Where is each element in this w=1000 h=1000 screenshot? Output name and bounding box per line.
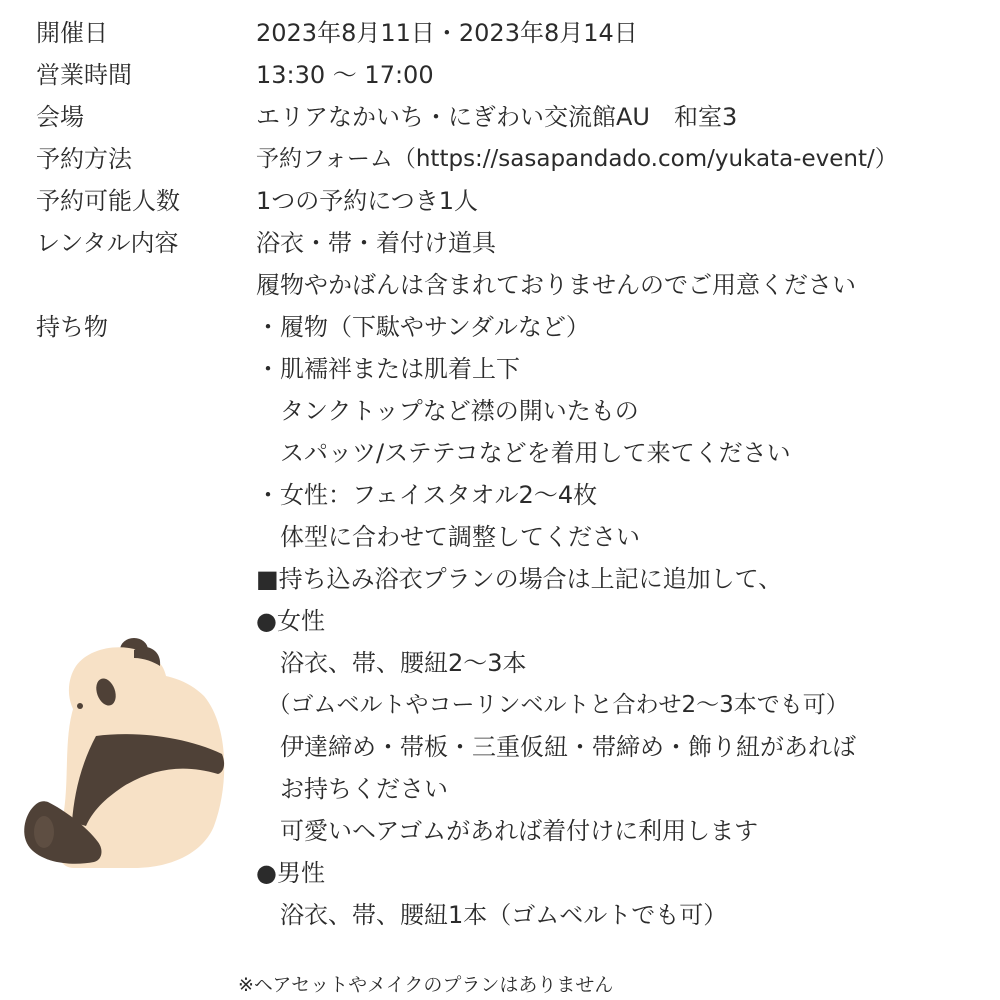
value-venue: エリアなかいち・にぎわい交流館AU 和室3 (256, 103, 738, 131)
label-hours: 営業時間 (36, 61, 132, 89)
list-item: （ゴムベルトやコーリンベルトと合わせ2～3本でも可） (256, 692, 849, 718)
list-item: 可愛いヘアゴムがあれば着付けに利用します (256, 817, 759, 845)
list-item: ・女性：フェイスタオル2～4枚 (256, 481, 598, 509)
list-item: スパッツ/ステテコなどを着用して来てください (256, 439, 791, 467)
value-capacity: 1つの予約につき1人 (256, 187, 479, 215)
list-item: ■持ち込み浴衣プランの場合は上記に追加して、 (256, 565, 783, 593)
list-item: 浴衣、帯、腰紐2～3本 (256, 649, 527, 677)
list-item: タンクトップなど襟の開いたもの (256, 397, 639, 425)
list-item: 伊達締め・帯板・三重仮紐・帯締め・飾り紐があれば (256, 733, 856, 761)
value-hours: 13:30 ～ 17:00 (256, 61, 434, 89)
label-capacity: 予約可能人数 (36, 187, 180, 215)
list-item: ●男性 (256, 859, 325, 887)
label-date: 開催日 (36, 19, 108, 47)
list-item: お持ちください (256, 775, 448, 803)
list-item: ・肌襦袢または肌着上下 (256, 355, 520, 383)
footer-note: ※ヘアセットやメイクのプランはありません (238, 974, 614, 996)
label-belongings: 持ち物 (36, 313, 108, 341)
list-item: ●女性 (256, 607, 325, 635)
value-rental-note: 履物やかばんは含まれておりませんのでご用意ください (256, 271, 856, 299)
list-item: ・履物（下駄やサンダルなど） (256, 313, 590, 341)
label-venue: 会場 (36, 103, 84, 131)
panda-icon (14, 636, 234, 880)
value-date: 2023年8月11日・2023年8月14日 (256, 19, 638, 47)
list-item: 浴衣、帯、腰紐1本（ゴムベルトでも可） (256, 901, 728, 929)
value-rental-items: 浴衣・帯・着付け道具 (256, 229, 496, 257)
value-reservation: 予約フォーム（https://sasapandado.com/yukata-event/） (256, 146, 898, 172)
label-rental: レンタル内容 (36, 229, 179, 257)
list-item: 体型に合わせて調整してください (256, 523, 640, 551)
label-reservation: 予約方法 (36, 145, 132, 173)
